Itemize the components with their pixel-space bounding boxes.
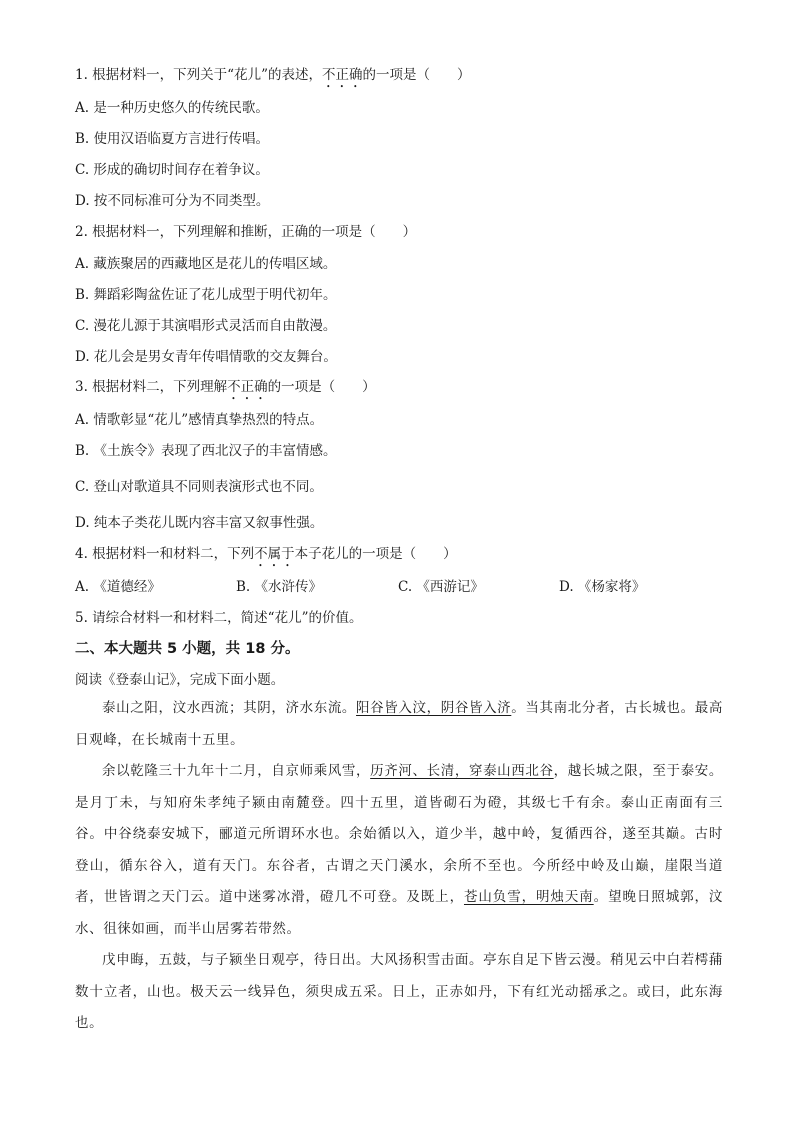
- q3-stem-emphasis: 不正确: [227, 379, 268, 395]
- q1-stem-pre: 1. 根据材料一，下列关于“花儿”的表述，: [75, 67, 322, 83]
- q1-option-a: A. 是一种历史悠久的传统民歌。: [75, 100, 269, 116]
- q2-option-c: C. 漫花儿源于其演唱形式灵活而自由散漫。: [75, 318, 337, 334]
- q3-stem-pre: 3. 根据材料二，下列理解: [75, 379, 228, 395]
- q4-stem-emphasis: 不属于: [254, 546, 295, 562]
- q1-option-b: B. 使用汉语临夏方言进行传唱。: [75, 131, 270, 147]
- q4-option-b: B. 《水浒传》: [236, 579, 323, 595]
- q4-stem: [75, 545, 457, 570]
- underlined-phrase: 苍山负雪，明烛天南: [463, 889, 594, 905]
- q3-option-a: A. 情歌彰显“花儿”感情真挚热烈的特点。: [75, 412, 324, 428]
- passage-paragraph-1: 泰山之阳，汶水西流；其阴，济水东流。阳谷皆入汶，阴谷皆入济。当其南北分者，古长城也。最高日观峰，在长城南十五里。: [75, 700, 723, 748]
- q1-stem-post: 的一项是（ ）: [362, 67, 471, 83]
- q3-stem-post: 的一项是（ ）: [267, 379, 376, 395]
- q4-option-c: C. 《西游记》: [398, 579, 484, 595]
- q2-option-b: B. 舞蹈彩陶盆佐证了花儿成型于明代初年。: [75, 287, 337, 303]
- q2-stem: 2. 根据材料一，下列理解和推断，正确的一项是（ ）: [75, 224, 417, 240]
- q4-stem-post: 本子花儿的一项是（ ）: [294, 546, 457, 562]
- underlined-phrase: 历齐河、长清，穿泰山西北谷: [370, 763, 554, 779]
- q4-option-a: A. 《道德经》: [75, 579, 161, 595]
- q1-option-c: C. 形成的确切时间存在着争议。: [75, 162, 269, 178]
- q3-option-d: D. 纯本子类花儿既内容丰富又叙事性强。: [75, 515, 324, 531]
- q5-stem: 5. 请综合材料一和材料二，简述“花儿”的价值。: [75, 610, 363, 626]
- section-2-intro: 阅读《登泰山记》，完成下面小题。: [75, 672, 285, 688]
- q1-option-d: D. 按不同标准可分为不同类型。: [75, 193, 270, 209]
- q1-stem: [75, 66, 470, 91]
- q3-option-c: C. 登山对歌道具不同则表演形式也不同。: [75, 479, 323, 495]
- q4-stem-pre: 4. 根据材料一和材料二，下列: [75, 546, 255, 562]
- q3-stem: [75, 378, 376, 403]
- passage-paragraph-3: 戊申晦，五鼓，与子颍坐日观亭，待日出。大风扬积雪击面。亭东自足下皆云漫。稍见云中白若樗蒱数十立者，山也。极天云一线异色，须臾成五采。日上，正赤如丹，下有红光动摇承之。或曰，此东海也。: [75, 952, 723, 1031]
- q2-option-d: D. 花儿会是男女青年传唱情歌的交友舞台。: [75, 349, 337, 365]
- section-2-title: 二、本大题共 5 小题，共 18 分。: [75, 641, 300, 657]
- q2-option-a: A. 藏族聚居的西藏地区是花儿的传唱区域。: [75, 256, 337, 272]
- underlined-phrase: 阳谷皆入汶，阴谷皆入济: [356, 700, 512, 716]
- q3-option-b: B. 《土族令》表现了西北汉子的丰富情感。: [75, 443, 337, 459]
- passage-paragraph-2: 余以乾隆三十九年十二月，自京师乘风雪，历齐河、长清，穿泰山西北谷，越长城之限，至于泰安。是月丁未，与知府朱孝纯子颍由南麓登。四十五里，道皆砌石为磴，其级七千有余。泰山正南面有三谷。中谷绕泰安城下，郦道元所谓环水也。余始循以入，道少半，越中岭，复循西谷，遂至其巅。古时登山，循东谷入，道有天门。东谷者，古谓之天门溪水，余所不至也。今所经中岭及山巅，崖限当道者，世皆谓之天门云。道中迷雾冰滑，磴几不可登。及既上，苍山负雪，明烛天南。望晚日照城郭，汶水、徂徕如画，而半山居雾若带然。: [75, 763, 724, 937]
- q4-option-d: D. 《杨家将》: [559, 579, 646, 595]
- q1-stem-emphasis: 不正确: [321, 67, 363, 83]
